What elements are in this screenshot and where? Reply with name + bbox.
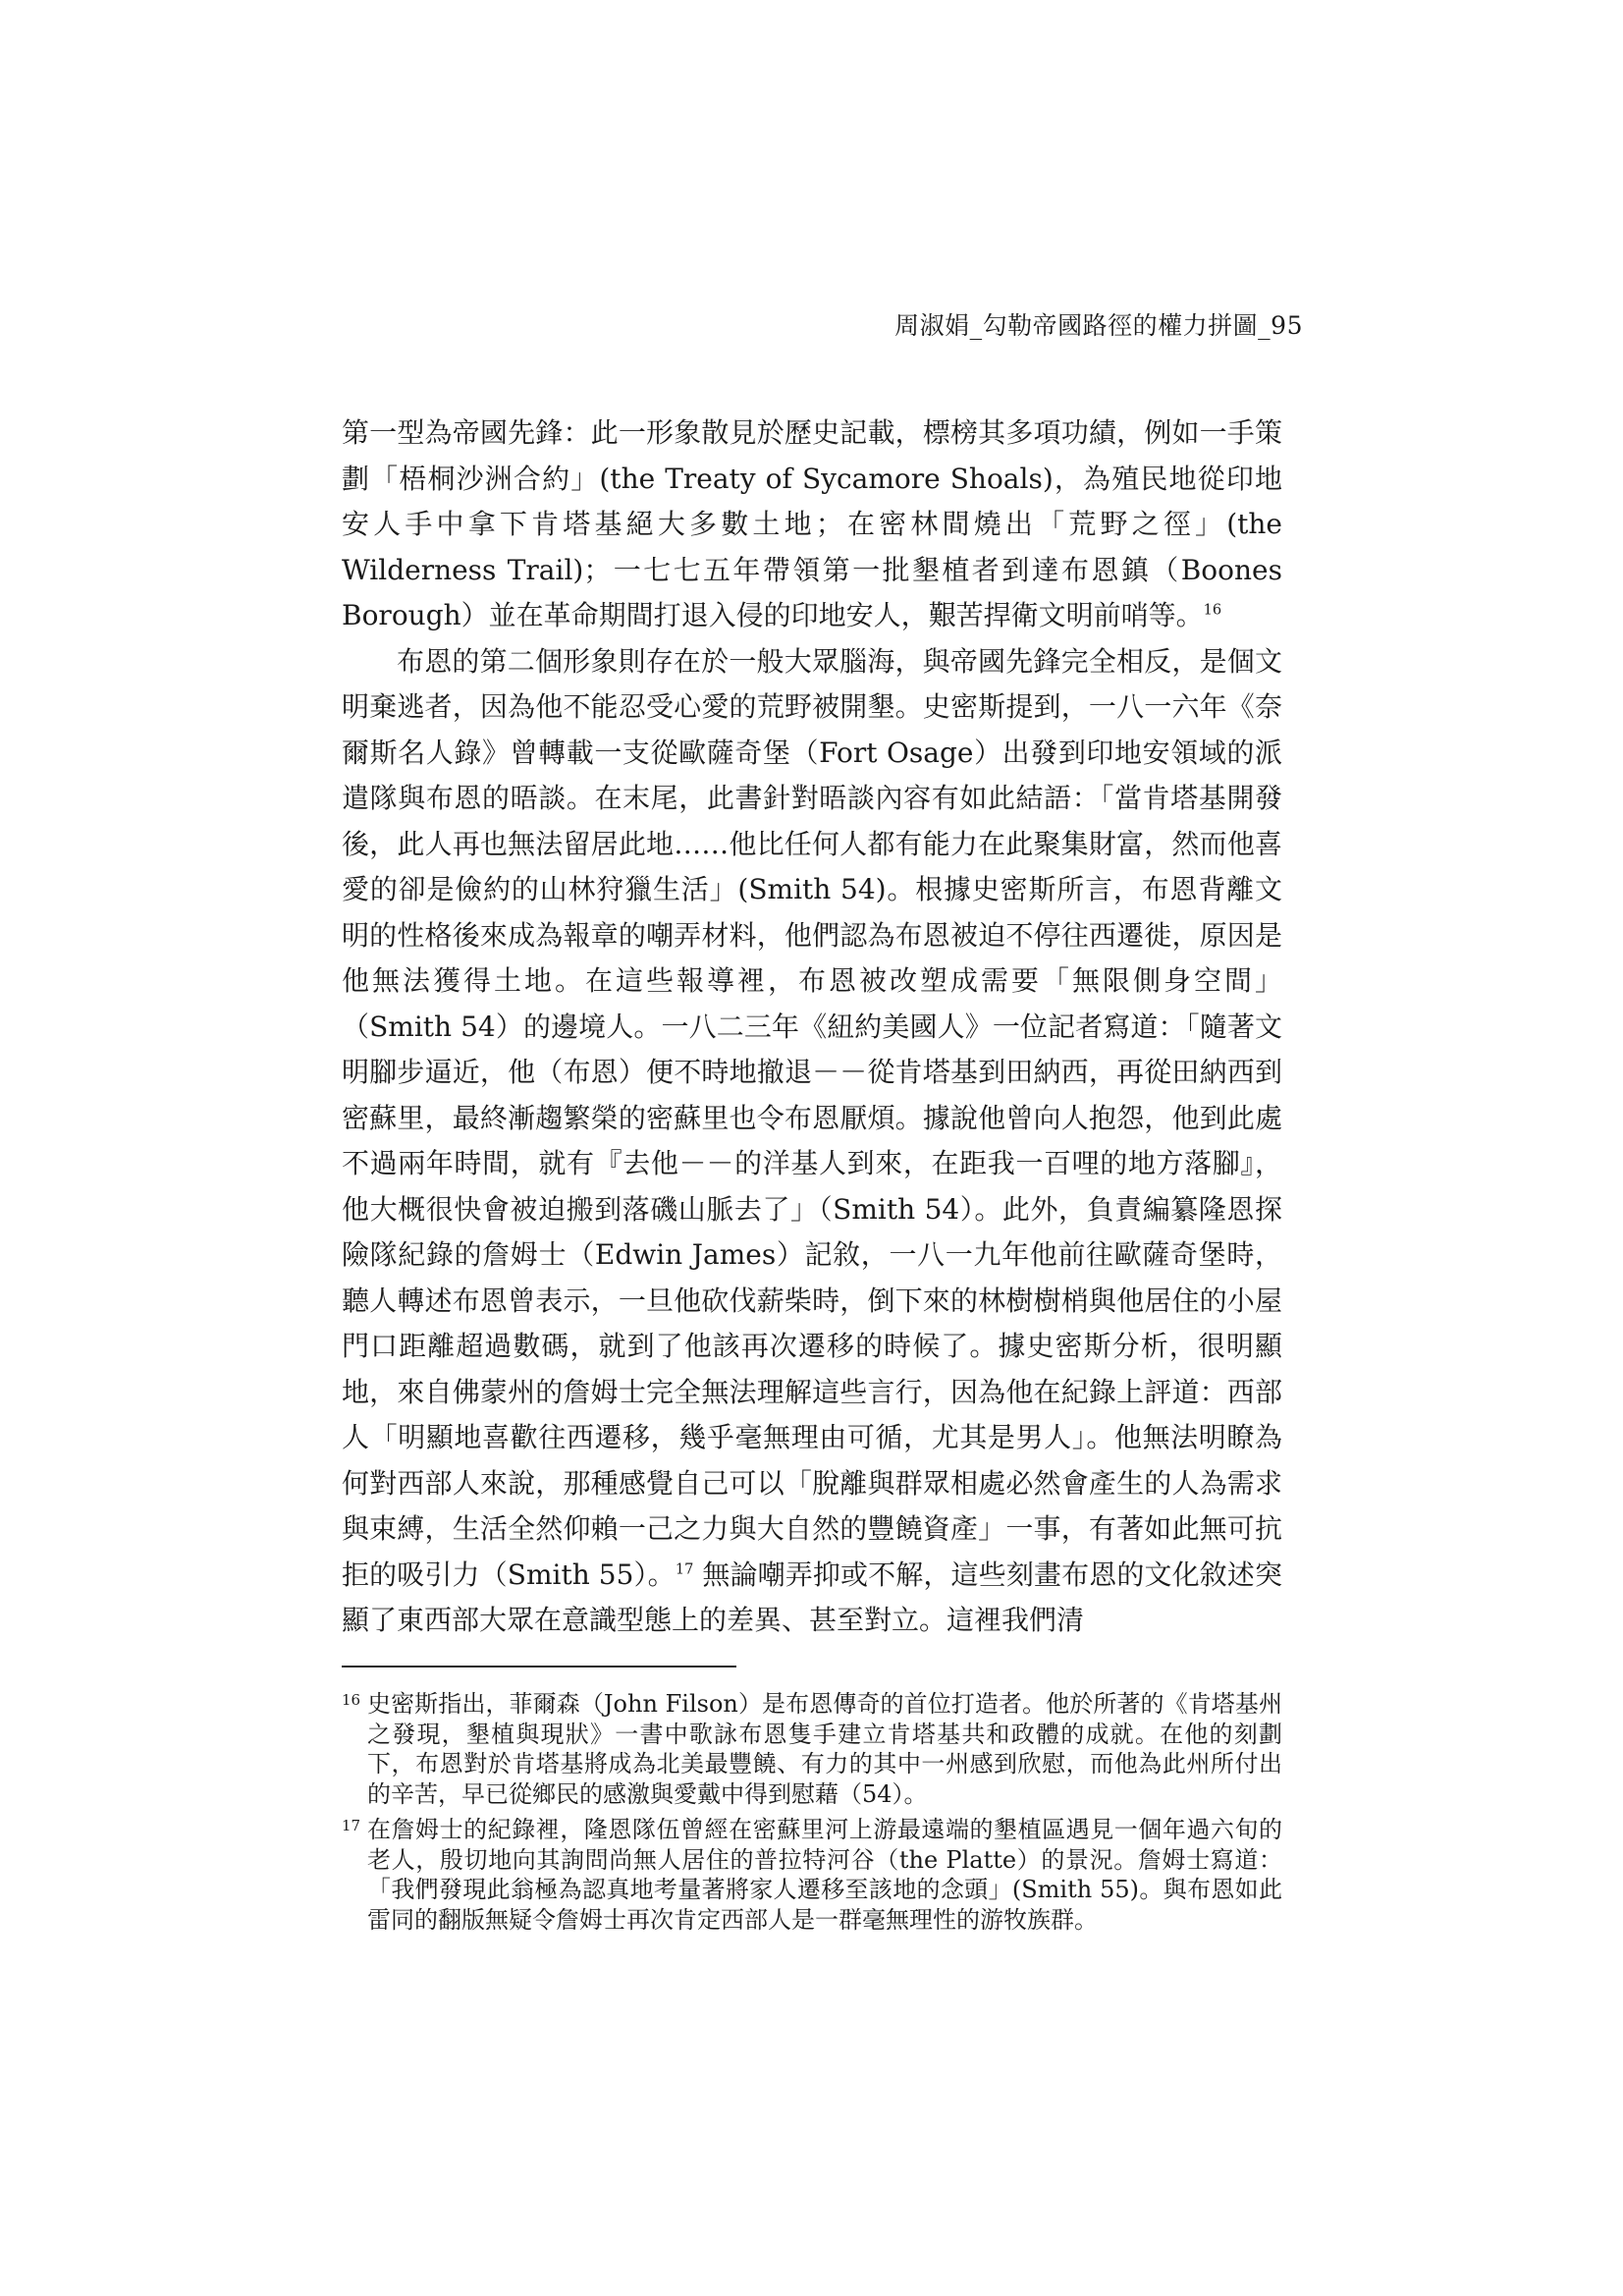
footnote-17 xyxy=(342,1815,1282,1935)
footnote-text: 史密斯指出，菲爾森（John Filson）是布恩傳奇的首位打造者。他於所著的《肯塔基州之發現，墾植與現狀》一書中歌詠布恩隻手建立肯塔基共和政體的成就。在他的刻劃下，布恩對於肯塔基將成為北美最豐饒、有力的其中一州感到欣慰，而他為此州所付出的辛苦，早已從鄉民的感激與愛戴中得到慰藉（54）。 xyxy=(367,1690,1282,1808)
footnotes xyxy=(342,1689,1282,1941)
footnote-divider xyxy=(342,1666,736,1667)
footnote-ref-17[interactable]: 17 xyxy=(675,1560,694,1578)
paragraph-text-continued: 無論嘲弄抑或不解，這些刻畫布恩的文化敘述突顯了東西部大眾在意識型態上的差異、甚至對立。這裡我們清 xyxy=(342,1558,1282,1636)
main-text xyxy=(342,410,1282,1644)
paragraph-1 xyxy=(342,410,1282,639)
footnote-number: 16 xyxy=(342,1691,361,1709)
footnote-16 xyxy=(342,1689,1282,1809)
footnote-text: 在詹姆士的紀錄裡，隆恩隊伍曾經在密蘇里河上游最遠端的墾植區遇見一個年過六旬的老人，殷切地向其詢問尚無人居住的普拉特河谷（the Platte）的景況。詹姆士寫道：「我們發現此翁極為認真地考量著將家人遷移至該地的念頭」(Smith 55)。與布恩如此雷同的翻版無疑令詹姆士再次肯定西部人是一群毫無理性的游牧族群。 xyxy=(367,1816,1282,1934)
paragraph-text: 布恩的第二個形象則存在於一般大眾腦海，與帝國先鋒完全相反，是個文明棄逃者，因為他不能忍受心愛的荒野被開墾。史密斯提到，一八一六年《奈爾斯名人錄》曾轉載一支從歐薩奇堡（Fort Osage）出發到印地安領域的派遣隊與布恩的晤談。在末尾，此書針對晤談內容有如此結語：「當肯塔基開發後，此人再也無法留居此地……他比任何人都有能力在此聚集財富，然而他喜愛的卻是儉約的山林狩獵生活」(Smith 54)。根據史密斯所言，布恩背離文明的性格後來成為報章的嘲弄材料，他們認為布恩被迫不停往西遷徙，原因是他無法獲得土地。在這些報導裡，布恩被改塑成需要「無限側身空間」（Smith 54）的邊境人。一八二三年《紐約美國人》一位記者寫道：「隨著文明腳步逼近，他（布恩）便不時地撤退－－從肯塔基到田納西，再從田納西到密蘇里，最終漸趨繁榮的密蘇里也令布恩厭煩。據說他曾向人抱怨，他到此處不過兩年時間，就有『去他－－的洋基人到來，在距我一百哩的地方落腳』，他大概很快會被迫搬到落磯山脈去了」（Smith 54）。此外，負責編纂隆恩探險隊紀錄的詹姆士（Edwin James）記敘，一八一九年他前往歐薩奇堡時，聽人轉述布恩曾表示，一旦他砍伐薪柴時，倒下來的林樹樹梢與他居住的小屋門口距離超過數碼，就到了他該再次遷移的時候了。據史密斯分析，很明顯地，來自佛蒙州的詹姆士完全無法理解這些言行，因為他在紀錄上評道：西部人「明顯地喜歡往西遷移，幾乎毫無理由可循，尤其是男人」。他無法明瞭為何對西部人來說，那種感覺自己可以「脫離與群眾相處必然會產生的人為需求與束縛，生活全然仰賴一己之力與大自然的豐饒資產」一事，有著如此無可抗拒的吸引力（Smith 55）。 xyxy=(342,644,1282,1591)
running-header xyxy=(894,306,1303,342)
running-head-text: 周淑娟_勾勒帝國路徑的權力拼圖_95 xyxy=(894,311,1303,340)
footnote-ref-16[interactable]: 16 xyxy=(1203,601,1222,619)
paragraph-2 xyxy=(342,639,1282,1644)
paragraph-text: 第一型為帝國先鋒：此一形象散見於歷史記載，標榜其多項功績，例如一手策劃「梧桐沙洲合約」(the Treaty of Sycamore Shoals)，為殖民地從印地安人手中拿下肯塔基絕大多數土地；在密林間燒出「荒野之徑」(the Wilderness Trail)；一七七五年帶領第一批墾植者到達布恩鎮（Boones Borough）並在革命期間打退入侵的印地安人，艱苦捍衛文明前哨等。 xyxy=(342,416,1282,631)
footnote-number: 17 xyxy=(342,1817,361,1834)
